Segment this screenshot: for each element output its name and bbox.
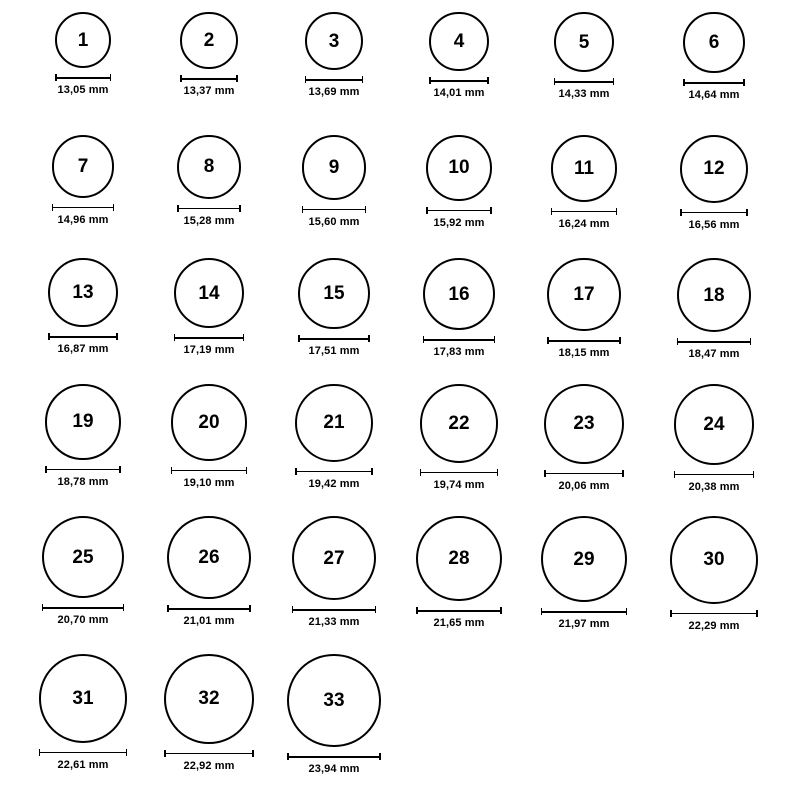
ring-size-cell xyxy=(518,516,651,630)
dimension-label: 15,60 mm xyxy=(308,215,360,228)
dimension-line xyxy=(423,336,495,343)
dimension-indicator xyxy=(52,204,115,226)
ring-circle xyxy=(174,258,244,328)
ring-size-number: 14 xyxy=(198,282,220,304)
dimension-tick-right xyxy=(116,333,118,340)
dimension-line-rule xyxy=(302,209,367,211)
dimension-line-rule xyxy=(305,79,363,81)
ring-size-number: 6 xyxy=(708,32,720,54)
dimension-indicator xyxy=(177,205,241,227)
dimension-label: 18,47 mm xyxy=(688,348,740,361)
ring-circle xyxy=(180,12,237,69)
dimension-tick-right xyxy=(379,753,381,760)
dimension-line xyxy=(180,75,237,82)
dimension-line-rule xyxy=(55,77,111,79)
dimension-line-rule xyxy=(680,212,748,214)
ring-circle xyxy=(164,654,254,744)
dimension-line xyxy=(52,204,115,211)
ring-size-cell xyxy=(143,654,276,772)
dimension-label: 14,96 mm xyxy=(57,213,109,226)
ring-size-cell xyxy=(143,258,276,356)
dimension-line-rule xyxy=(541,611,627,613)
ring-size-number: 13 xyxy=(72,282,94,303)
dimension-tick-left xyxy=(420,469,422,476)
ring-size-cell xyxy=(17,135,150,226)
ring-circle xyxy=(674,384,755,465)
ring-size-cell xyxy=(17,516,150,626)
dimension-label: 20,06 mm xyxy=(558,479,610,492)
ring-size-cell xyxy=(268,135,401,228)
dimension-tick-right xyxy=(743,79,745,86)
ring-size-cell xyxy=(648,384,781,493)
dimension-line xyxy=(42,604,124,611)
ring-circle xyxy=(544,384,624,464)
ring-size-number: 9 xyxy=(328,156,340,178)
dimension-indicator xyxy=(423,336,495,358)
ring-size-cell xyxy=(393,12,526,99)
dimension-tick-left xyxy=(677,338,679,345)
dimension-tick-right xyxy=(252,750,254,757)
dimension-label: 20,70 mm xyxy=(57,614,109,627)
dimension-tick-right xyxy=(753,471,755,478)
dimension-line xyxy=(45,466,121,473)
dimension-line xyxy=(164,750,254,757)
ring-size-cell xyxy=(518,258,651,359)
dimension-label: 16,24 mm xyxy=(558,217,610,230)
ring-size-number: 12 xyxy=(703,158,725,180)
ring-size-number: 26 xyxy=(198,547,220,569)
dimension-tick-left xyxy=(39,749,41,756)
dimension-tick-right xyxy=(362,76,364,83)
dimension-indicator xyxy=(544,470,624,492)
dimension-line xyxy=(48,333,117,340)
dimension-line-rule xyxy=(683,82,744,84)
dimension-label: 17,51 mm xyxy=(308,345,360,358)
dimension-line-rule xyxy=(298,338,369,340)
ring-size-number: 2 xyxy=(203,30,215,52)
dimension-line-rule xyxy=(52,207,115,209)
dimension-tick-left xyxy=(423,336,425,343)
dimension-label: 18,78 mm xyxy=(57,475,109,488)
ring-size-number: 1 xyxy=(77,29,89,51)
dimension-tick-right xyxy=(756,610,758,617)
dimension-line xyxy=(174,334,244,341)
ring-size-cell xyxy=(648,135,781,231)
dimension-label: 20,38 mm xyxy=(688,480,740,493)
dimension-tick-right xyxy=(371,468,373,475)
ring-size-number: 31 xyxy=(72,687,94,709)
ring-circle xyxy=(416,516,501,601)
dimension-tick-left xyxy=(180,75,182,82)
dimension-tick-right xyxy=(365,206,367,213)
dimension-line xyxy=(554,78,614,85)
ring-size-cell xyxy=(393,258,526,358)
ring-size-cell xyxy=(268,258,401,357)
dimension-line xyxy=(416,607,501,614)
dimension-line-rule xyxy=(180,78,237,80)
dimension-line-rule xyxy=(554,81,614,83)
dimension-indicator xyxy=(298,335,369,357)
ring-size-number: 23 xyxy=(573,413,595,435)
dimension-tick-left xyxy=(298,335,300,342)
ring-circle xyxy=(167,516,250,599)
dimension-line xyxy=(167,605,250,612)
dimension-label: 19,10 mm xyxy=(183,476,235,489)
dimension-tick-left xyxy=(426,207,428,214)
dimension-tick-left xyxy=(287,753,289,760)
ring-size-number: 5 xyxy=(578,31,590,53)
ring-size-cell xyxy=(143,384,276,489)
dimension-line-rule xyxy=(677,341,751,343)
dimension-indicator xyxy=(677,338,751,360)
dimension-line xyxy=(429,77,488,84)
dimension-line xyxy=(670,610,758,617)
dimension-line-rule xyxy=(171,470,248,472)
dimension-indicator xyxy=(42,604,124,626)
ring-circle xyxy=(295,384,373,462)
dimension-tick-left xyxy=(674,471,676,478)
dimension-label: 21,33 mm xyxy=(308,616,360,629)
dimension-tick-right xyxy=(750,338,752,345)
dimension-indicator xyxy=(416,607,501,629)
dimension-line-rule xyxy=(416,610,501,612)
dimension-line-rule xyxy=(42,607,124,609)
dimension-line-rule xyxy=(547,340,620,342)
ring-size-number: 19 xyxy=(72,411,94,433)
dimension-line-rule xyxy=(48,336,117,338)
dimension-label: 13,37 mm xyxy=(183,85,235,98)
dimension-label: 18,15 mm xyxy=(558,347,610,360)
dimension-line-rule xyxy=(292,609,376,611)
ring-circle xyxy=(429,12,488,71)
dimension-indicator xyxy=(429,77,488,99)
ring-circle xyxy=(680,135,748,203)
dimension-line xyxy=(674,471,755,478)
dimension-line xyxy=(677,338,751,345)
ring-size-cell xyxy=(143,516,276,627)
dimension-line xyxy=(683,79,744,86)
ring-size-number: 28 xyxy=(448,548,470,570)
dimension-tick-left xyxy=(680,209,682,216)
ring-size-cell xyxy=(17,258,150,355)
ring-size-number: 10 xyxy=(448,157,470,179)
ring-size-cell xyxy=(143,12,276,97)
dimension-tick-right xyxy=(113,204,115,211)
ring-size-cell xyxy=(268,516,401,628)
dimension-indicator xyxy=(541,608,627,630)
ring-circle xyxy=(42,516,124,598)
dimension-line xyxy=(541,608,627,615)
dimension-indicator xyxy=(171,467,248,489)
dimension-line-rule xyxy=(423,339,495,341)
ring-size-number: 7 xyxy=(77,155,89,177)
dimension-line xyxy=(292,606,376,613)
dimension-indicator xyxy=(683,79,744,101)
dimension-line-rule xyxy=(287,756,380,758)
ring-size-cell xyxy=(393,384,526,491)
dimension-label: 22,61 mm xyxy=(57,758,109,771)
dimension-tick-right xyxy=(119,466,121,473)
ring-size-cell xyxy=(648,258,781,360)
ring-size-number: 32 xyxy=(198,688,220,710)
dimension-indicator xyxy=(180,75,237,97)
ring-size-cell xyxy=(268,384,401,490)
ring-size-cell xyxy=(393,135,526,229)
dimension-tick-right xyxy=(239,205,241,212)
dimension-label: 22,29 mm xyxy=(688,619,740,632)
dimension-line xyxy=(39,749,128,756)
ring-circle xyxy=(677,258,751,332)
dimension-line xyxy=(295,468,373,475)
dimension-tick-left xyxy=(174,334,176,341)
ring-size-number: 18 xyxy=(703,284,725,306)
dimension-label: 22,92 mm xyxy=(183,759,235,772)
ring-circle xyxy=(292,516,376,600)
dimension-label: 19,42 mm xyxy=(308,477,360,490)
ring-size-number: 16 xyxy=(448,283,470,305)
ring-size-cell xyxy=(17,384,150,488)
dimension-indicator xyxy=(295,468,373,490)
dimension-label: 21,65 mm xyxy=(433,617,485,630)
dimension-line xyxy=(287,753,380,760)
dimension-tick-right xyxy=(622,470,624,477)
ring-circle xyxy=(298,258,369,329)
dimension-tick-right xyxy=(497,469,499,476)
dimension-tick-right xyxy=(616,208,618,215)
dimension-tick-left xyxy=(416,607,418,614)
dimension-tick-right xyxy=(626,608,628,615)
dimension-label: 16,56 mm xyxy=(688,218,740,231)
dimension-line-rule xyxy=(420,472,499,474)
ring-circle xyxy=(55,12,111,68)
ring-size-cell xyxy=(393,516,526,629)
ring-circle xyxy=(305,12,363,70)
dimension-label: 13,69 mm xyxy=(308,86,360,99)
dimension-indicator xyxy=(420,469,499,491)
dimension-label: 13,05 mm xyxy=(57,84,109,96)
dimension-line xyxy=(302,206,367,213)
ring-circle xyxy=(52,135,115,198)
ring-size-cell xyxy=(648,516,781,632)
dimension-label: 14,01 mm xyxy=(433,87,485,100)
dimension-tick-right xyxy=(368,335,370,342)
ring-size-number: 8 xyxy=(203,156,215,178)
ring-size-number: 21 xyxy=(323,412,345,434)
ring-size-cell xyxy=(17,12,150,96)
dimension-line xyxy=(544,470,624,477)
ring-size-number: 15 xyxy=(323,283,345,305)
ring-circle xyxy=(541,516,627,602)
dimension-line xyxy=(547,337,620,344)
dimension-indicator xyxy=(551,208,618,230)
dimension-tick-left xyxy=(544,470,546,477)
dimension-indicator xyxy=(48,333,117,355)
dimension-tick-right xyxy=(243,334,245,341)
ring-size-cell xyxy=(143,135,276,227)
dimension-tick-left xyxy=(547,337,549,344)
dimension-tick-right xyxy=(500,607,502,614)
dimension-line-rule xyxy=(674,474,755,476)
dimension-tick-left xyxy=(292,606,294,613)
dimension-indicator xyxy=(680,209,748,231)
dimension-tick-right xyxy=(494,336,496,343)
dimension-indicator xyxy=(302,206,367,228)
dimension-indicator xyxy=(174,334,244,356)
dimension-label: 21,97 mm xyxy=(558,618,610,631)
ring-size-number: 33 xyxy=(323,690,345,712)
dimension-tick-left xyxy=(305,76,307,83)
dimension-tick-left xyxy=(167,605,169,612)
ring-size-number: 25 xyxy=(72,546,94,568)
dimension-label: 14,64 mm xyxy=(688,89,740,102)
dimension-indicator xyxy=(287,753,380,775)
ring-size-cell xyxy=(648,12,781,101)
dimension-indicator xyxy=(426,207,492,229)
dimension-indicator xyxy=(39,749,128,771)
dimension-line xyxy=(298,335,369,342)
dimension-tick-left xyxy=(45,466,47,473)
dimension-indicator xyxy=(554,78,614,100)
ring-size-cell xyxy=(518,135,651,230)
ring-size-cell xyxy=(518,12,651,100)
dimension-label: 14,33 mm xyxy=(558,88,610,101)
dimension-tick-right xyxy=(487,77,489,84)
ring-size-number: 29 xyxy=(573,548,595,570)
dimension-line-rule xyxy=(174,337,244,339)
dimension-label: 16,87 mm xyxy=(57,343,109,356)
ring-circle xyxy=(683,12,744,73)
dimension-tick-left xyxy=(551,208,553,215)
dimension-label: 21,01 mm xyxy=(183,615,235,628)
ring-circle xyxy=(177,135,241,199)
ring-size-number: 22 xyxy=(448,412,470,434)
dimension-indicator xyxy=(164,750,254,772)
dimension-label: 15,28 mm xyxy=(183,214,235,227)
dimension-tick-left xyxy=(48,333,50,340)
dimension-indicator xyxy=(55,74,111,96)
dimension-tick-right xyxy=(746,209,748,216)
dimension-line xyxy=(420,469,499,476)
dimension-tick-left xyxy=(295,468,297,475)
ring-circle xyxy=(423,258,495,330)
dimension-line xyxy=(680,209,748,216)
dimension-tick-right xyxy=(126,749,128,756)
ring-circle xyxy=(171,384,248,461)
ring-size-number: 27 xyxy=(323,547,345,569)
ring-size-number: 20 xyxy=(198,411,220,433)
dimension-tick-right xyxy=(123,604,125,611)
dimension-tick-right xyxy=(613,78,615,85)
dimension-line xyxy=(177,205,241,212)
dimension-line xyxy=(305,76,363,83)
dimension-line xyxy=(55,74,111,81)
dimension-tick-right xyxy=(236,75,238,82)
dimension-indicator xyxy=(547,337,620,359)
ring-circle xyxy=(554,12,614,72)
dimension-line-rule xyxy=(544,473,624,475)
ring-size-number: 30 xyxy=(703,549,725,571)
dimension-tick-left xyxy=(683,79,685,86)
dimension-tick-right xyxy=(619,337,621,344)
ring-circle xyxy=(426,135,492,201)
dimension-tick-left xyxy=(541,608,543,615)
dimension-tick-left xyxy=(55,74,57,81)
ring-size-number: 3 xyxy=(328,30,340,52)
dimension-indicator xyxy=(670,610,758,632)
dimension-line-rule xyxy=(670,613,758,615)
dimension-line-rule xyxy=(429,80,488,82)
dimension-indicator xyxy=(305,76,363,98)
dimension-indicator xyxy=(45,466,121,488)
dimension-label: 17,83 mm xyxy=(433,346,485,359)
dimension-tick-right xyxy=(375,606,377,613)
dimension-tick-right xyxy=(249,605,251,612)
dimension-label: 15,92 mm xyxy=(433,216,485,229)
dimension-line-rule xyxy=(45,469,121,471)
dimension-label: 23,94 mm xyxy=(308,763,360,776)
ring-size-cell xyxy=(518,384,651,492)
dimension-line xyxy=(551,208,618,215)
dimension-tick-left xyxy=(52,204,54,211)
dimension-tick-left xyxy=(302,206,304,213)
dimension-tick-left xyxy=(670,610,672,617)
dimension-label: 17,19 mm xyxy=(183,344,235,357)
ring-circle xyxy=(45,384,121,460)
dimension-line-rule xyxy=(295,471,373,473)
ring-size-number: 24 xyxy=(703,413,725,435)
dimension-indicator xyxy=(292,606,376,628)
ring-size-number: 17 xyxy=(573,284,595,306)
dimension-label: 19,74 mm xyxy=(433,478,485,491)
ring-circle xyxy=(302,135,367,200)
dimension-line xyxy=(426,207,492,214)
ring-circle xyxy=(287,654,380,747)
ring-circle xyxy=(551,135,618,202)
dimension-tick-left xyxy=(429,77,431,84)
ring-size-number: 4 xyxy=(453,31,465,53)
dimension-line-rule xyxy=(551,211,618,213)
dimension-tick-left xyxy=(42,604,44,611)
ring-size-cell xyxy=(17,654,150,771)
ring-circle xyxy=(670,516,758,604)
ring-size-cell xyxy=(268,12,401,98)
dimension-line-rule xyxy=(164,753,254,755)
dimension-tick-left xyxy=(554,78,556,85)
dimension-line-rule xyxy=(426,210,492,212)
dimension-indicator xyxy=(674,471,755,493)
dimension-tick-left xyxy=(171,467,173,474)
ring-circle xyxy=(48,258,117,327)
dimension-indicator xyxy=(167,605,250,627)
dimension-tick-right xyxy=(110,74,112,81)
ring-circle xyxy=(39,654,128,743)
dimension-tick-left xyxy=(164,750,166,757)
dimension-line-rule xyxy=(177,208,241,210)
dimension-tick-right xyxy=(246,467,248,474)
dimension-line-rule xyxy=(167,608,250,610)
ring-circle xyxy=(420,384,499,463)
dimension-tick-left xyxy=(177,205,179,212)
dimension-tick-right xyxy=(490,207,492,214)
ring-size-cell xyxy=(268,654,401,775)
dimension-line-rule xyxy=(39,752,128,754)
dimension-line xyxy=(171,467,248,474)
ring-circle xyxy=(547,258,620,331)
ring-size-number: 11 xyxy=(573,157,595,179)
